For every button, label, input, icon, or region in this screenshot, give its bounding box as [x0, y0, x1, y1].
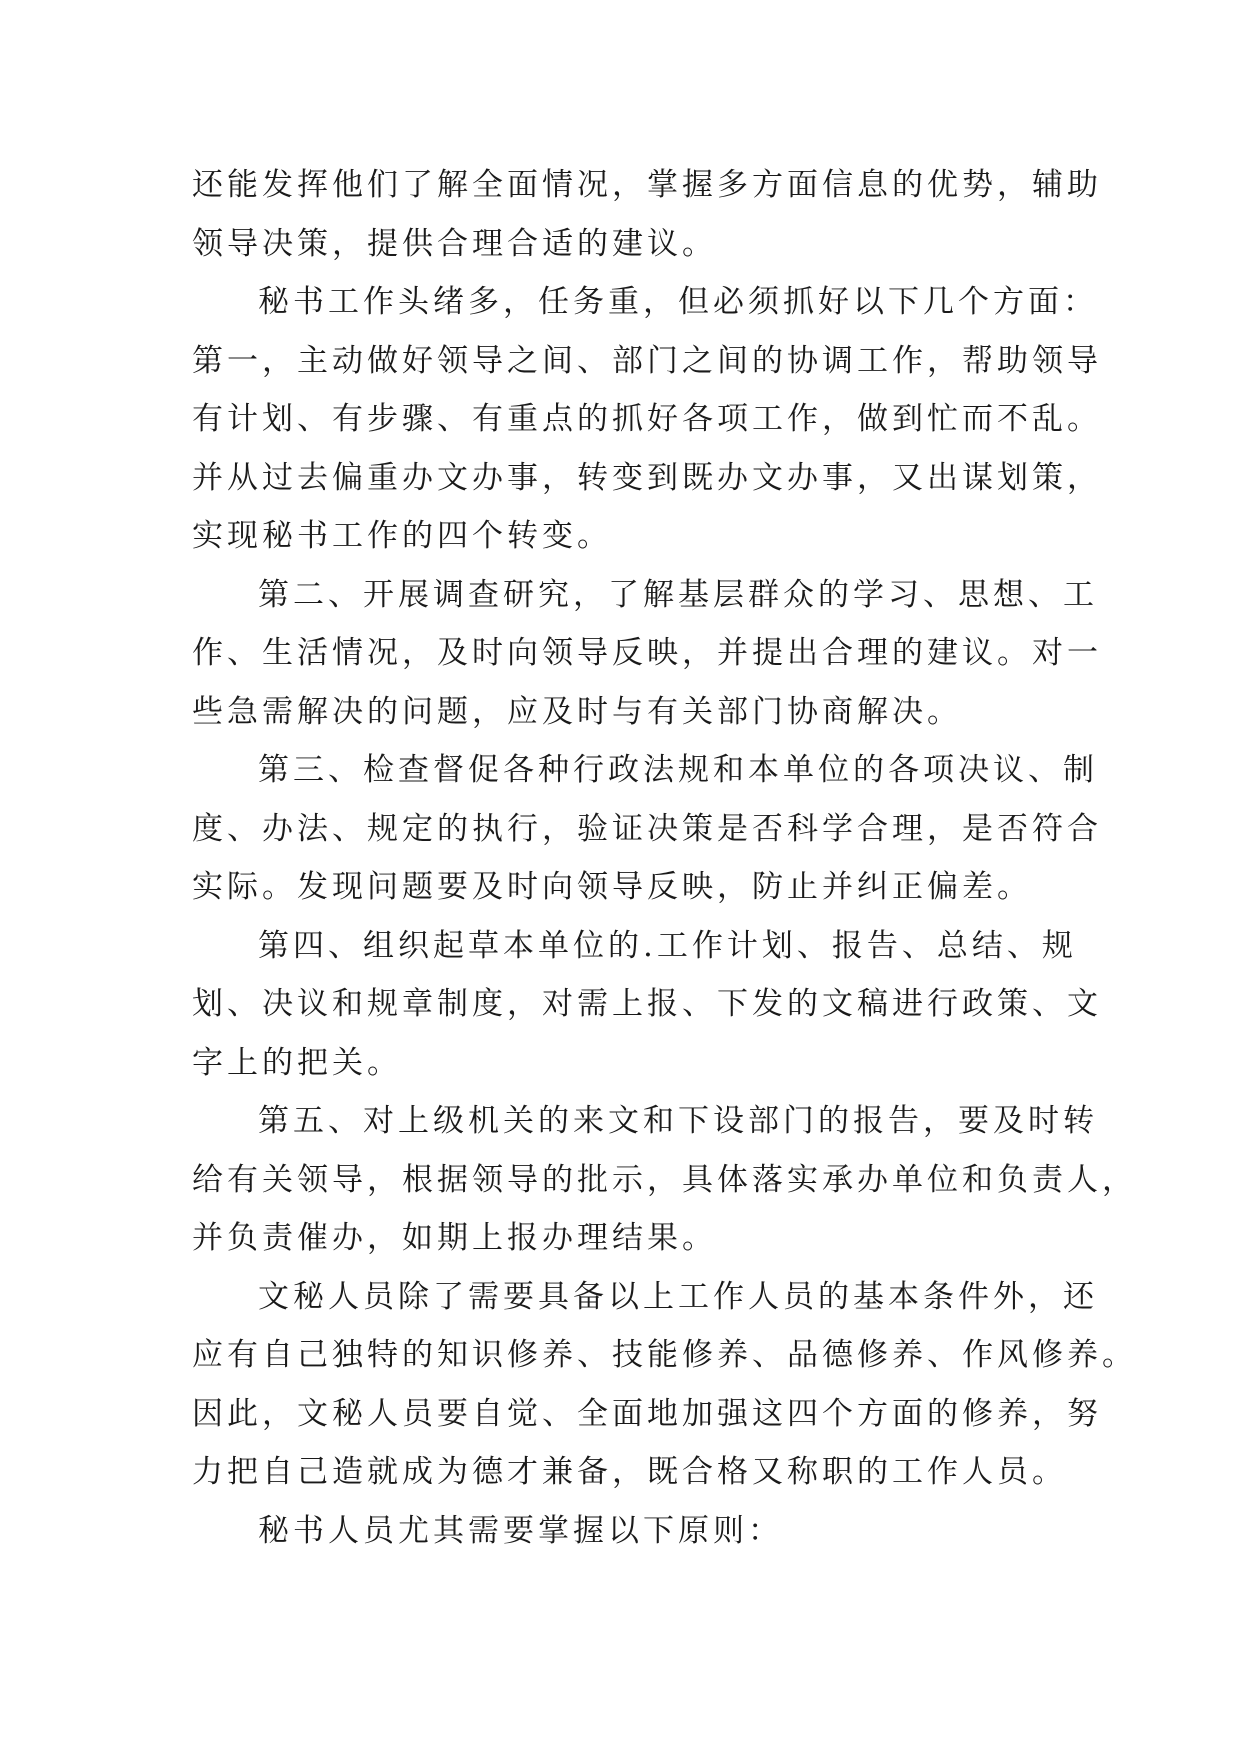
text-line: 还能发挥他们了解全面情况，掌握多方面信息的优势，辅助: [192, 167, 1102, 203]
text-line: 划、决议和规章制度，对需上报、下发的文稿进行政策、文: [192, 986, 1102, 1022]
text-line: 第二、开展调查研究，了解基层群众的学习、思想、工: [258, 576, 1098, 613]
text-line: 实际。发现问题要及时向领导反映，防止并纠正偏差。: [192, 869, 1032, 905]
document-body: [192, 156, 1137, 1560]
text-line: 秘书人员尤其需要掌握以下原则：: [258, 1512, 783, 1549]
text-line: 力把自己造就成为德才兼备，既合格又称职的工作人员。: [192, 1454, 1067, 1490]
text-line: 些急需解决的问题，应及时与有关部门协商解决。: [192, 693, 962, 730]
text-line: 第三、检查督促各种行政法规和本单位的各项决议、制: [258, 752, 1098, 788]
text-line: 作、生活情况，及时向领导反映，并提出合理的建议。对一: [192, 635, 1102, 671]
text-line: 并负责催办，如期上报办理结果。: [192, 1220, 717, 1256]
text-line: 第四、组织起草本单位的.工作计划、报告、总结、规: [258, 927, 1077, 964]
text-line: 因此，文秘人员要自觉、全面地加强这四个方面的修养，努: [192, 1395, 1102, 1432]
text-line: 应有自己独特的知识修养、技能修养、品德修养、作风修养。: [192, 1337, 1137, 1373]
text-line: 第一，主动做好领导之间、部门之间的协调工作，帮助领导: [192, 342, 1102, 379]
text-line: 实现秘书工作的四个转变。: [192, 518, 612, 554]
text-line: 秘书工作头绪多，任务重，但必须抓好以下几个方面：: [258, 284, 1098, 320]
text-line: 有计划、有步骤、有重点的抓好各项工作，做到忙而不乱。: [192, 401, 1102, 437]
text-line: 给有关领导，根据领导的批示，具体落实承办单位和负责人，: [192, 1161, 1137, 1198]
text-line: 字上的把关。: [192, 1044, 402, 1081]
text-line: 第五、对上级机关的来文和下设部门的报告，要及时转: [258, 1103, 1098, 1139]
text-line: 并从过去偏重办文办事，转变到既办文办事，又出谋划策，: [192, 459, 1102, 496]
text-line: 领导决策，提供合理合适的建议。: [192, 225, 717, 262]
text-line: 度、办法、规定的执行，验证决策是否科学合理，是否符合: [192, 810, 1102, 847]
text-line: 文秘人员除了需要具备以上工作人员的基本条件外，还: [258, 1278, 1098, 1315]
